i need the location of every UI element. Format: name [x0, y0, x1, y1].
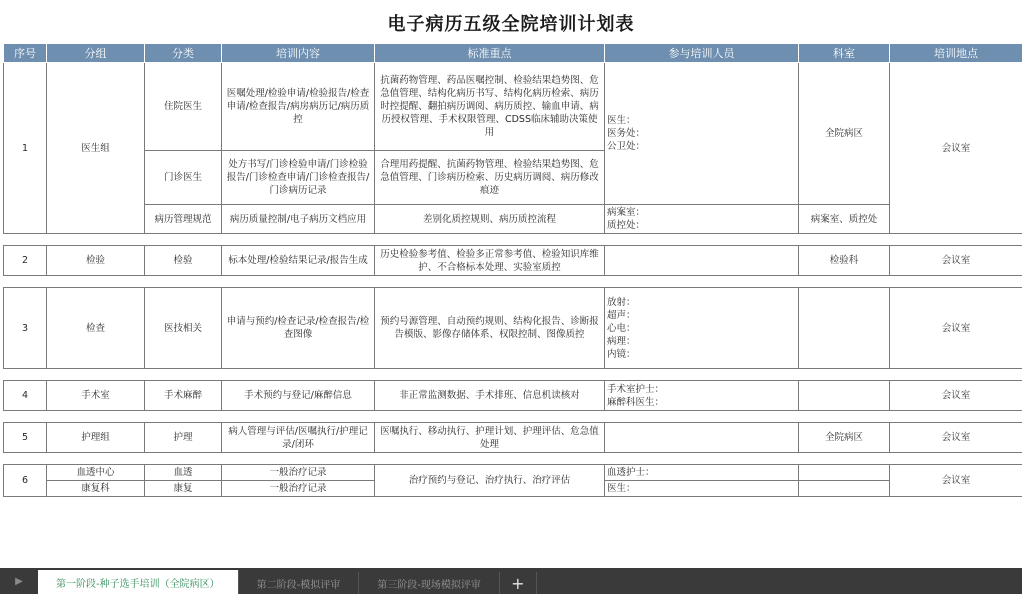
group-cell[interactable]: 血透中心: [47, 465, 145, 481]
location-cell[interactable]: 会议室: [890, 288, 1022, 369]
group-cell[interactable]: 检查: [47, 288, 145, 369]
people-cell[interactable]: [605, 381, 799, 411]
table-row: [4, 288, 1022, 369]
group-cell[interactable]: 手术室: [47, 381, 145, 411]
spacer-row: [4, 411, 1022, 423]
people-line: 超声：: [607, 309, 636, 321]
category-cell[interactable]: 门诊医生: [145, 151, 222, 205]
people-line: 心电：: [607, 322, 636, 334]
spacer-row: [4, 234, 1022, 246]
category-cell[interactable]: 住院医生: [145, 63, 222, 151]
dept-cell[interactable]: [799, 481, 890, 497]
people-cell[interactable]: [605, 288, 799, 369]
seq-cell[interactable]: 2: [4, 246, 47, 276]
spacer-cell: [4, 234, 1022, 246]
people-cell[interactable]: [605, 465, 799, 481]
location-cell[interactable]: 会议室: [890, 63, 1022, 234]
table-row: [4, 423, 1022, 453]
header-cell[interactable]: 科室: [799, 44, 890, 63]
people-cell[interactable]: [605, 246, 799, 276]
spacer-cell: [4, 453, 1022, 465]
header-cell[interactable]: 参与培训人员: [605, 44, 799, 63]
add-sheet-button[interactable]: +: [500, 572, 537, 594]
spacer-cell: [4, 411, 1022, 423]
people-line: 公卫处：: [607, 141, 646, 152]
category-cell[interactable]: 检验: [145, 246, 222, 276]
category-cell[interactable]: 血透: [145, 465, 222, 481]
header-cell[interactable]: 分类: [145, 44, 222, 63]
people-line: 质控处：: [607, 220, 646, 231]
seq-cell[interactable]: 4: [4, 381, 47, 411]
content-cell[interactable]: 处方书写/门诊检验申请/门诊检验报告/门诊检查申请/门诊检查报告/门诊病历记录: [222, 151, 375, 205]
dept-cell[interactable]: 检验科: [799, 246, 890, 276]
category-cell[interactable]: 康复: [145, 481, 222, 497]
focus-cell[interactable]: 预约号源管理、自动预约规则、结构化报告、诊断报告模版、影像存储体系、权限控制、图像质控: [375, 288, 605, 369]
sheet-title: 电子病历五级全院培训计划表: [387, 14, 635, 35]
people-line: 放射：: [607, 296, 636, 308]
location-cell[interactable]: 会议室: [890, 465, 1022, 497]
header-row: [4, 44, 1022, 63]
content-cell[interactable]: 医嘱处理/检验申请/检验报告/检查申请/检查报告/病房病历记/病历质控: [222, 63, 375, 151]
content-cell[interactable]: 一般治疗记录: [222, 465, 375, 481]
content-cell[interactable]: 手术预约与登记/麻醉信息: [222, 381, 375, 411]
table-row: [4, 63, 1022, 151]
spacer-cell: [4, 276, 1022, 288]
header-cell[interactable]: 分组: [47, 44, 145, 63]
play-icon[interactable]: ▶: [15, 575, 23, 587]
header-cell[interactable]: 标准重点: [375, 44, 605, 63]
focus-cell[interactable]: 合理用药提醒、抗菌药物管理、检验结果趋势图、危急值管理、门诊病历检索、历史病历调阅、病历修改痕迹: [375, 151, 605, 205]
training-plan-table: [3, 43, 1022, 497]
people-line: 手术室护士：: [607, 383, 665, 395]
focus-cell[interactable]: 治疗预约与登记、治疗执行、治疗评估: [375, 465, 605, 497]
content-cell[interactable]: 一般治疗记录: [222, 481, 375, 497]
seq-cell[interactable]: 5: [4, 423, 47, 453]
spacer-cell: [4, 369, 1022, 381]
people-line: 血透护士：: [607, 467, 655, 478]
people-line: 医生：: [607, 115, 636, 126]
content-cell[interactable]: 标本处理/检验结果记录/报告生成: [222, 246, 375, 276]
seq-cell[interactable]: 3: [4, 288, 47, 369]
group-cell[interactable]: 检验: [47, 246, 145, 276]
sheet-tab-bar: [0, 568, 1022, 594]
content-cell[interactable]: 申请与预约/检查记录/检查报告/检查图像: [222, 288, 375, 369]
focus-cell[interactable]: 非正常监测数据、手术排班、信息机读核对: [375, 381, 605, 411]
focus-cell[interactable]: 医嘱执行、移动执行、护理计划、护理评估、危急值处理: [375, 423, 605, 453]
people-line: 病理：: [607, 335, 636, 347]
focus-cell[interactable]: 抗菌药物管理、药品医嘱控制、检验结果趋势图、危急值管理、结构化病历书写、结构化病历检索、病历时控提醒、翻拍病历调阅、病历质控、输血申请、病历授权管理、手术权限管理、CDSS临床辅助决策使用: [375, 63, 605, 151]
location-cell[interactable]: 会议室: [890, 423, 1022, 453]
category-cell[interactable]: 护理: [145, 423, 222, 453]
dept-cell[interactable]: 全院病区: [799, 423, 890, 453]
dept-cell[interactable]: [799, 288, 890, 369]
people-cell[interactable]: [605, 423, 799, 453]
seq-cell[interactable]: 1: [4, 63, 47, 234]
table-row: [4, 381, 1022, 411]
people-cell[interactable]: [605, 205, 799, 234]
content-cell[interactable]: 病历质量控制/电子病历文档应用: [222, 205, 375, 234]
dept-cell[interactable]: [799, 465, 890, 481]
people-line: 内镜：: [607, 348, 636, 360]
spacer-row: [4, 453, 1022, 465]
sheet-tab-stage-2[interactable]: 第二阶段-模拟评审: [239, 572, 360, 594]
group-cell[interactable]: 康复科: [47, 481, 145, 497]
category-cell[interactable]: 医技相关: [145, 288, 222, 369]
sheet-tab-stage-1[interactable]: 第一阶段-种子选手培训（全院病区）: [38, 570, 239, 594]
people-line: 医生：: [607, 483, 636, 494]
header-cell[interactable]: 培训内容: [222, 44, 375, 63]
people-line: 病案室：: [607, 207, 646, 218]
content-cell[interactable]: 病人管理与评估/医嘱执行/护理记录/闭环: [222, 423, 375, 453]
seq-cell[interactable]: 6: [4, 465, 47, 497]
table-row: [4, 205, 1022, 234]
location-cell[interactable]: 会议室: [890, 381, 1022, 411]
header-cell[interactable]: 序号: [4, 44, 47, 63]
category-cell[interactable]: 手术麻醉: [145, 381, 222, 411]
focus-cell[interactable]: 差别化质控规则、病历质控流程: [375, 205, 605, 234]
spacer-row: [4, 276, 1022, 288]
group-cell[interactable]: 护理组: [47, 423, 145, 453]
dept-cell[interactable]: 全院病区: [799, 63, 890, 205]
dept-cell[interactable]: [799, 381, 890, 411]
table-row: [4, 246, 1022, 276]
group-cell[interactable]: 医生组: [47, 63, 145, 234]
people-cell[interactable]: [605, 481, 799, 497]
dept-cell[interactable]: 病案室、质控处: [799, 205, 890, 234]
category-cell[interactable]: 病历管理规范: [145, 205, 222, 234]
sheet-tab-stage-3[interactable]: 第三阶段-现场模拟评审: [359, 572, 500, 594]
focus-cell[interactable]: 历史检验参考值、检验多正常参考值、检验知识库维护、不合格标本处理、实验室质控: [375, 246, 605, 276]
people-cell[interactable]: [605, 63, 799, 205]
people-line: 麻醉科医生：: [607, 396, 665, 408]
header-cell[interactable]: 培训地点: [890, 44, 1022, 63]
people-line: 医务处：: [607, 128, 646, 139]
table-row: [4, 465, 1022, 481]
spacer-row: [4, 369, 1022, 381]
location-cell[interactable]: 会议室: [890, 246, 1022, 276]
